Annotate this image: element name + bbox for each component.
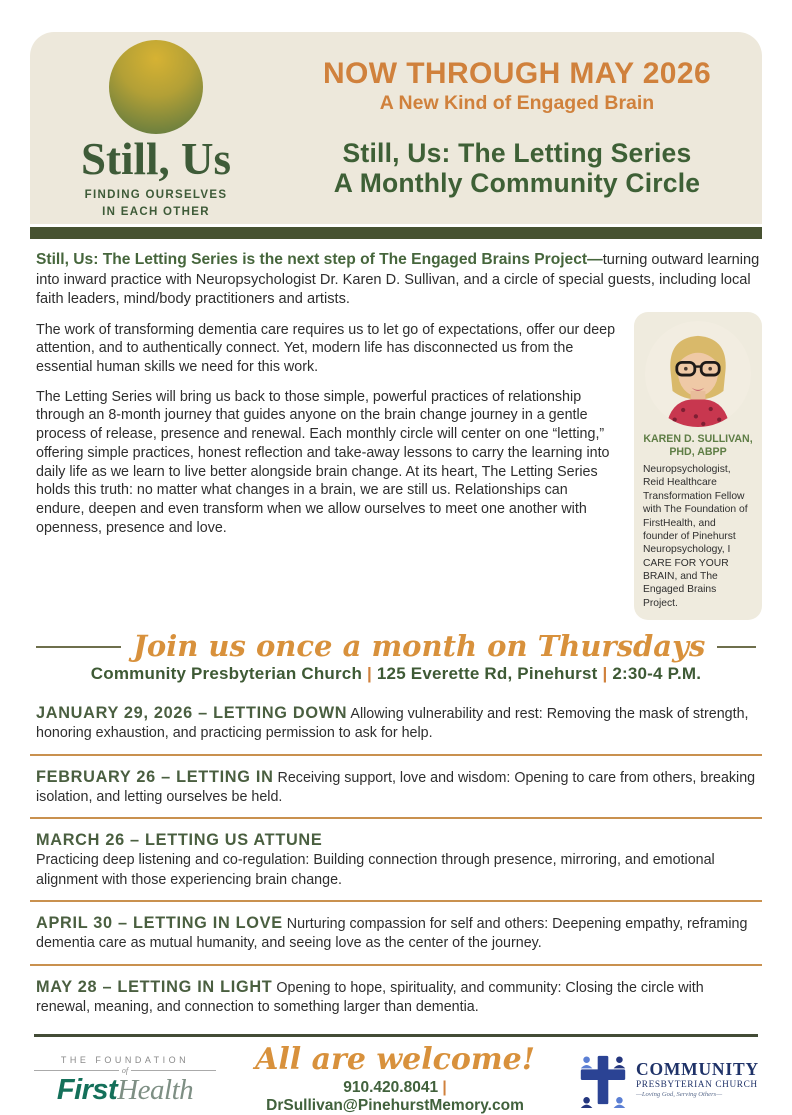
intro-lead-bold: Still, Us: The Letting Series is the next step of The Engaged Brains Project— <box>36 251 603 268</box>
events-list <box>36 702 756 1017</box>
speaker-card <box>634 312 762 621</box>
thin-rule <box>131 1070 216 1071</box>
header <box>30 32 762 224</box>
heading-rule-right <box>717 646 756 648</box>
event-item-april <box>36 912 756 954</box>
series-title-line2: A Monthly Community Circle <box>333 167 701 198</box>
event-item-march <box>36 829 756 890</box>
logo-tagline <box>85 187 228 219</box>
firsthealth-of-label: of <box>121 1066 129 1076</box>
thin-rule <box>34 1070 119 1071</box>
event-desc: Allowing vulnerability and rest: Removing the mask of strength, honoring exhaustion, and practicing permission to ask for help. <box>36 706 749 742</box>
event-item-february <box>36 766 756 808</box>
intro-lead-rest: turning outward learning into inward practice with Neuropsychologist Dr. Karen D. Sullivan, and a circle of special guests, including local faith leaders, mind/body practitioners and artists. <box>36 252 760 308</box>
paragraph-3: The Letting Series will bring us back to those simple, powerful practices of relationship through an 8-month journey that guides anyone on the brain change journey in a gentle process of release, presence and renewal. Each monthly circle will center on one “letting,” offering simple practices, honest reflection and take-away lessons to carry the learning into daily life as we learn to live better alongside brain change. At its heart, The Letting Series holds this truth: no matter what changes in a brain, we are still us. Relationships can endure, deepen and even transform when we allow ourselves to meet one another with openness, presence and love. <box>36 388 610 536</box>
speaker-name: KAREN D. SULLIVAN, PHD, ABPP <box>643 432 753 458</box>
footer <box>34 1042 759 1115</box>
community-presbyterian-logo <box>574 1052 758 1108</box>
event-title: APRIL 30 – LETTING IN LOVE <box>36 913 283 932</box>
firsthealth-foundation-label: THE FOUNDATION <box>60 1055 190 1066</box>
church-cross-icon <box>574 1052 632 1108</box>
logo-title: Still, Us <box>80 134 232 185</box>
event-desc: Opening to hope, spirituality, and community: Closing the circle with renewal, meaning, and connection to something larger than dementia. <box>36 979 704 1015</box>
phone-number: 910.420.8041 <box>343 1079 439 1097</box>
footer-divider <box>34 1034 758 1037</box>
event-title: MARCH 26 – LETTING US ATTUNE <box>36 831 323 850</box>
header-banner <box>282 58 762 199</box>
church-subname: PRESBYTERIAN CHURCH <box>636 1079 758 1090</box>
flyer-page <box>0 32 792 1115</box>
event-separator <box>30 817 762 819</box>
intro-paragraph <box>36 250 760 310</box>
banner-subtitle: A New Kind of Engaged Brain <box>379 92 655 115</box>
welcome-script: All are welcome! <box>255 1042 535 1078</box>
church-name: COMMUNITY <box>636 1059 759 1080</box>
location-address: 125 Everette Rd, Pinehurst <box>376 664 598 684</box>
event-item-may <box>36 976 756 1018</box>
schedule-heading: Join us once a month on Thursdays <box>133 629 706 664</box>
body-paragraphs <box>36 310 620 538</box>
event-separator <box>30 900 762 902</box>
header-divider-rule <box>30 227 762 239</box>
event-separator <box>30 964 762 966</box>
content-row <box>36 310 762 621</box>
karen-sullivan-photo <box>645 321 751 427</box>
event-title: FEBRUARY 26 – LETTING IN <box>36 767 274 786</box>
event-title: MAY 28 – LETTING IN LIGHT <box>36 977 273 996</box>
event-title: JANUARY 29, 2026 – LETTING DOWN <box>36 704 348 723</box>
location-venue: Community Presbyterian Church <box>90 664 363 684</box>
heading-rule-left <box>36 646 121 648</box>
firsthealth-first: First <box>56 1074 118 1107</box>
event-desc: Practicing deep listening and co-regulation: Building connection through presence, mirroring, and emotional alignment with those experiencing brain change. <box>36 852 715 888</box>
event-desc: Nurturing compassion for self and others: Deepening empathy, reframing dementia care as mutual humanity, and seeing love as the center of the journey. <box>36 915 748 952</box>
banner-dates: NOW THROUGH MAY 2026 <box>322 56 712 90</box>
logo-tagline-line1: FINDING OURSELVES <box>84 189 228 202</box>
gradient-circle-icon <box>109 40 203 134</box>
event-separator <box>30 754 762 756</box>
pipe-separator: | <box>602 664 608 684</box>
email-address: DrSullivan@PinehurstMemory.com <box>266 1097 524 1115</box>
logo-tagline-line2: IN EACH OTHER <box>102 205 210 218</box>
event-item-january <box>36 702 756 744</box>
location-line <box>0 664 792 684</box>
pipe-separator: | <box>366 664 372 684</box>
series-title <box>334 139 700 198</box>
speaker-bio: Neuropsychologist, Reid Healthcare Transformation Fellow with The Foundation of FirstHealth, and founder of Pinehurst Neuropsychology, I CARE FOR YOUR BRAIN, and The Engaged Brains Project. <box>643 464 748 609</box>
paragraph-2: The work of transforming dementia care requires us to let go of expectations, offer our deep attention, and to authentically connect. Yet, modern life has disconnected us from the essential human skills we need for this work. <box>36 321 616 375</box>
pipe-separator: | <box>442 1079 447 1097</box>
church-tagline: — Loving God, Serving Others — <box>636 1092 759 1099</box>
church-wordmark <box>636 1061 759 1098</box>
schedule-heading-row <box>36 629 756 664</box>
location-time: 2:30-4 P.M. <box>612 664 702 684</box>
firsthealth-health: Health <box>117 1074 194 1107</box>
still-us-logo <box>30 36 282 219</box>
firsthealth-wordmark <box>34 1076 216 1105</box>
firsthealth-logo <box>34 1055 216 1105</box>
contact-line <box>222 1079 568 1115</box>
footer-contact-block <box>216 1042 574 1115</box>
series-title-line1: Still, Us: The Letting Series <box>342 138 692 169</box>
event-desc: Receiving support, love and wisdom: Opening to care from others, breaking isolation, and letting ourselves be held. <box>36 769 756 806</box>
